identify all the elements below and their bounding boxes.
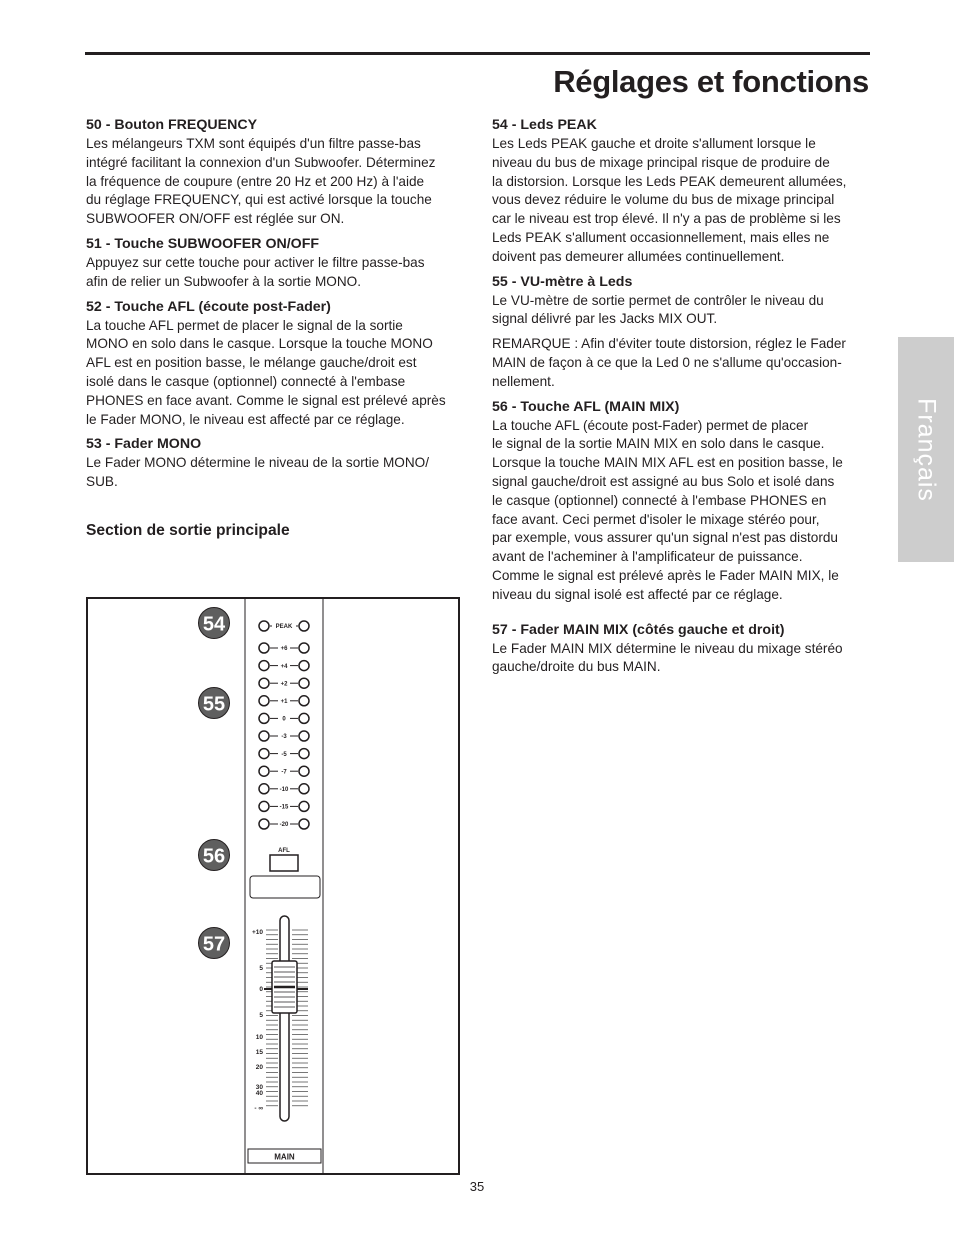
body-line: Leds PEAK s'allument occasionnellement, mais elles ne [492, 229, 830, 245]
led-left [259, 801, 269, 811]
body-line: par exemple, vous assurer qu'un signal n'est pas distordu [492, 530, 838, 546]
body-line: PHONES en face avant. Comme le signal est prélevé après [86, 392, 446, 408]
text-section [492, 273, 867, 330]
body-line: vous devez réduire le volume du bus de mixage principal [492, 192, 835, 208]
language-tab-label: Français [912, 397, 941, 502]
fader-scale-label: 15 [255, 1049, 263, 1056]
led-right [299, 696, 309, 706]
text-section [492, 116, 867, 267]
fader-scale-label: - ∞ [254, 1105, 263, 1112]
page-number: 35 [469, 1179, 485, 1194]
section-body [492, 417, 867, 605]
led-right [299, 749, 309, 759]
left-column [86, 116, 470, 541]
body-line: car le niveau est trop élevé. Il n'y a pas de problème si les [492, 211, 841, 227]
meter-label: PEAK [275, 624, 293, 631]
body-line: du réglage FREQUENCY, qui est activé lorsque la touche [86, 192, 432, 208]
section-body [86, 135, 470, 229]
fader-scale-label: 0 [259, 986, 263, 993]
body-line: SUBWOOFER ON/OFF est réglée sur ON. [86, 211, 345, 227]
afl-button [270, 855, 298, 871]
meter-label: -10 [279, 787, 289, 793]
callout-number: 54 [202, 613, 226, 636]
led-left [259, 819, 269, 829]
meter-label: -7 [281, 769, 287, 776]
body-line: le casque (optionnel) connecté à l'embase PHONES en [492, 492, 827, 508]
led-left [259, 678, 269, 688]
led-left [259, 713, 269, 723]
body-line: La touche AFL permet de placer le signal de la sortie [86, 317, 403, 333]
led-right [299, 713, 309, 723]
led-left [259, 696, 269, 706]
fader-scale-label: 10 [255, 1034, 263, 1041]
fader-scale-label: +10 [251, 929, 263, 936]
callout-number: 55 [202, 693, 226, 716]
section-body [492, 640, 867, 678]
fader-scale-label: 40 [255, 1090, 263, 1097]
section-subheading: Section de sortie principale [86, 521, 290, 539]
text-section [86, 116, 470, 229]
body-line: La touche AFL (écoute post-Fader) permet de placer [492, 417, 809, 433]
led-right [299, 731, 309, 741]
text-section [492, 335, 867, 391]
meter-label: 0 [282, 716, 286, 723]
body-line: intégré facilitant la connexion d'un Subwoofer. Déterminez [86, 154, 436, 170]
led-left [259, 749, 269, 759]
text-section [86, 235, 470, 292]
led-right [299, 801, 309, 811]
led-left [259, 731, 269, 741]
meter-label: -5 [281, 751, 287, 758]
body-line: Appuyez sur cette touche pour activer le filtre passe-bas [86, 254, 425, 270]
meter-label: +1 [280, 699, 288, 705]
body-line: Le VU-mètre de sortie permet de contrôler le niveau du [492, 292, 824, 308]
body-line: isolé dans le casque (optionnel) connecté à l'embase [86, 373, 406, 389]
body-line: REMARQUE : Afin d'éviter toute distorsion, réglez le Fader [492, 336, 846, 352]
callout-number: 57 [202, 933, 226, 956]
main-label: MAIN [274, 1152, 295, 1162]
text-section [86, 435, 470, 492]
meter-label: -20 [279, 822, 289, 829]
body-line: nellement. [492, 373, 555, 389]
led-left [259, 643, 269, 653]
section-heading: 50 - Bouton FREQUENCY [86, 117, 258, 133]
led-right [299, 678, 309, 688]
scribble-strip [250, 876, 320, 898]
page-title: Réglages et fonctions [553, 64, 869, 99]
body-line: Lorsque la touche MAIN MIX AFL est en position basse, le [492, 455, 843, 471]
section-heading: 56 - Touche AFL (MAIN MIX) [492, 398, 680, 415]
callout-number: 56 [202, 845, 226, 868]
body-line: signal gauche/droit est assigné au bus Solo et isolé dans [492, 473, 835, 489]
body-line: afin de relier un Subwoofer à la sortie MONO. [86, 273, 362, 289]
body-line: gauche/droite du bus MAIN. [492, 659, 661, 675]
section-heading: 51 - Touche SUBWOOFER ON/OFF [86, 235, 320, 252]
body-line: doivent pas demeurer allumées continuellement. [492, 248, 785, 264]
body-line: le signal de la sortie MAIN MIX en solo dans le casque. [492, 436, 825, 452]
fader-scale-label: 5 [259, 1012, 263, 1019]
right-column [492, 116, 867, 683]
section-body [492, 335, 867, 391]
section-body [86, 454, 470, 492]
body-line: SUB. [86, 474, 118, 490]
meter-label: +6 [280, 646, 288, 653]
section-body [86, 317, 470, 430]
body-line: niveau du bus de mixage principal risque de produire de [492, 154, 830, 170]
section-heading: 57 - Fader MAIN MIX (côtés gauche et droit) [492, 621, 785, 638]
section-heading: 52 - Touche AFL (écoute post-Fader) [86, 298, 331, 315]
led-right [299, 621, 309, 631]
section-body [86, 254, 470, 292]
body-line: Les mélangeurs TXM sont équipés d'un filtre passe-bas [86, 136, 421, 151]
fader-scale-label: 30 [255, 1084, 263, 1091]
led-right [299, 766, 309, 776]
body-line: AFL est en position basse, le mélange gauche/droit est [86, 355, 417, 371]
body-line: MONO en solo dans le casque. Lorsque la touche MONO [86, 336, 433, 352]
led-left [259, 766, 269, 776]
body-line: Le Fader MAIN MIX détermine le niveau du mixage stéréo [492, 640, 843, 656]
section-body [492, 135, 867, 267]
body-line: MAIN de façon à ce que la Led 0 ne s'allume qu'occasion- [492, 354, 842, 370]
mixer-figure [86, 597, 460, 1175]
body-line: la fréquence de coupure (entre 20 Hz et 200 Hz) à l'aide [86, 173, 425, 189]
body-line: niveau du signal isolé est affecté par ce réglage. [492, 586, 783, 602]
text-section [86, 298, 470, 430]
text-section [492, 398, 867, 605]
top-rule [85, 52, 870, 55]
led-left [259, 621, 269, 631]
led-right [299, 819, 309, 829]
body-line: Comme le signal est prélevé après le Fader MAIN MIX, le [492, 567, 839, 583]
fader-slot [280, 916, 289, 1121]
section-body [492, 292, 867, 330]
body-line: avant de l'acheminer à l'amplificateur de puissance. [492, 549, 803, 565]
led-right [299, 661, 309, 671]
language-tab [898, 337, 954, 562]
meter-label: +2 [280, 681, 288, 688]
led-right [299, 643, 309, 653]
meter-label: +4 [280, 663, 288, 670]
text-section [492, 621, 867, 678]
section-heading: 54 - Leds PEAK [492, 117, 597, 133]
section-heading: 55 - VU-mètre à Leds [492, 273, 633, 290]
led-left [259, 661, 269, 671]
body-line: signal délivré par les Jacks MIX OUT. [492, 311, 718, 327]
afl-label: AFL [278, 848, 290, 854]
fader-scale-label: 20 [255, 1064, 263, 1071]
led-left [259, 784, 269, 794]
section-heading: 53 - Fader MONO [86, 436, 202, 453]
meter-label: -15 [279, 804, 289, 811]
body-line: la distorsion. Lorsque les Leds PEAK demeurent allumées, [492, 173, 847, 189]
body-line: Le Fader MONO détermine le niveau de la sortie MONO/ [86, 455, 430, 471]
body-line: face avant. Ceci permet d'isoler le mixage stéréo pour, [492, 511, 820, 527]
body-line: le Fader MONO, le niveau est affecté par ce réglage. [86, 411, 405, 427]
mixer-diagram [88, 599, 458, 1173]
body-line: Les Leds PEAK gauche et droite s'allument lorsque le [492, 136, 816, 151]
meter-label: -3 [281, 734, 287, 741]
fader-scale-label: 5 [259, 965, 263, 972]
led-right [299, 784, 309, 794]
